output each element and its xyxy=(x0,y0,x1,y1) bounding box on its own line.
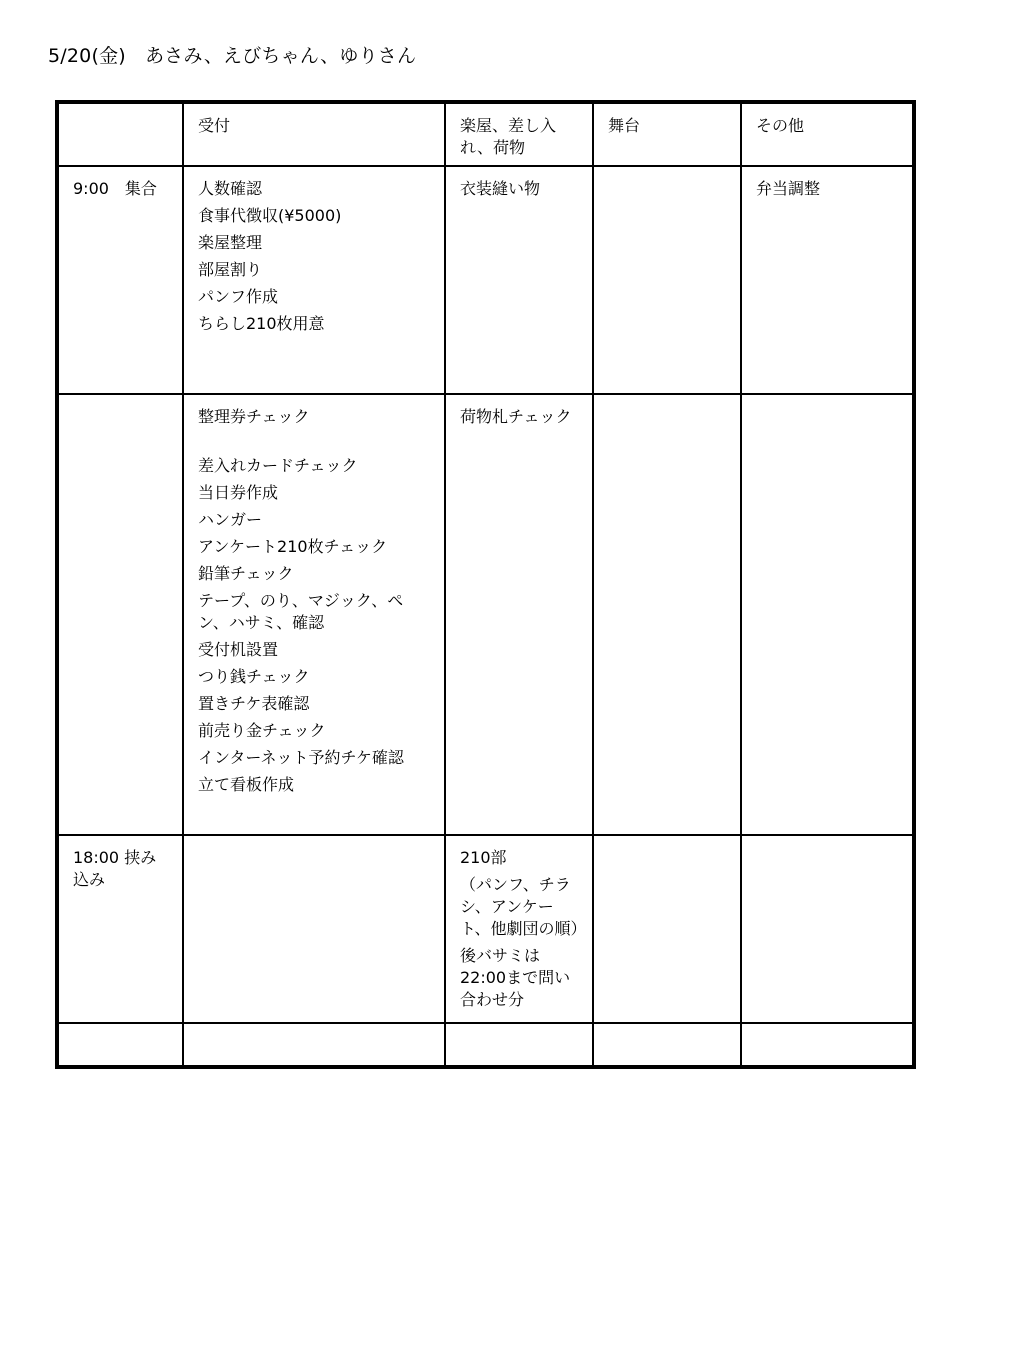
other-cell xyxy=(741,166,914,394)
blank-line xyxy=(198,433,432,455)
page-heading: 5/20(金) あさみ、えびちゃん、ゆりさん xyxy=(48,45,417,67)
task-item: 部屋割り xyxy=(198,260,263,279)
other-cell xyxy=(741,394,914,835)
task-item: 人数確認 xyxy=(198,179,263,198)
header-reception: 受付 xyxy=(183,102,445,166)
task-item: ハンガー xyxy=(198,510,263,529)
table-row xyxy=(57,1023,914,1067)
task-item: 整理券チェック xyxy=(198,407,310,426)
header-time xyxy=(57,102,183,166)
task-item: 立て看板作成 xyxy=(198,775,295,794)
table-row xyxy=(57,166,914,394)
task-item: 差入れカードチェック xyxy=(198,456,358,475)
header-backstage: 楽屋、差し入れ、荷物 xyxy=(445,102,593,166)
task-item: 荷物札チェック xyxy=(460,407,572,426)
task-item: ちらし210枚用意 xyxy=(198,314,325,333)
backstage-cell xyxy=(445,835,593,1023)
stage-cell xyxy=(593,1023,741,1067)
task-item: （パンフ、チラシ、アンケート、他劇団の順） xyxy=(460,875,587,938)
reception-cell xyxy=(183,835,445,1023)
time-label: 9:00 集合 xyxy=(73,179,157,198)
task-item: 衣装縫い物 xyxy=(460,179,541,198)
time-cell xyxy=(57,1023,183,1067)
reception-cell xyxy=(183,1023,445,1067)
reception-cell xyxy=(183,166,445,394)
header-stage: 舞台 xyxy=(593,102,741,166)
task-item: 後バサミは22:00まで問い合わせ分 xyxy=(460,946,571,1009)
header-other: その他 xyxy=(741,102,914,166)
other-cell xyxy=(741,1023,914,1067)
header-row xyxy=(57,102,914,166)
other-cell xyxy=(741,835,914,1023)
backstage-cell xyxy=(445,166,593,394)
table-row xyxy=(57,394,914,835)
task-item: 鉛筆チェック xyxy=(198,564,294,583)
task-item: 当日券作成 xyxy=(198,483,279,502)
task-item: インターネット予約チケ確認 xyxy=(198,748,404,767)
time-cell xyxy=(57,394,183,835)
task-item: 前売り金チェック xyxy=(198,721,326,740)
task-item: 210部 xyxy=(460,848,507,867)
task-item: 受付机設置 xyxy=(198,640,279,659)
time-label: 18:00 挟み込み xyxy=(73,848,157,889)
backstage-cell xyxy=(445,1023,593,1067)
task-item: テープ、のり、マジック、ペン、ハサミ、確認 xyxy=(198,591,404,632)
task-item: 楽屋整理 xyxy=(198,233,263,252)
schedule-table xyxy=(55,100,916,1069)
stage-cell xyxy=(593,835,741,1023)
stage-cell xyxy=(593,166,741,394)
task-item: 置きチケ表確認 xyxy=(198,694,310,713)
time-cell xyxy=(57,166,183,394)
stage-cell xyxy=(593,394,741,835)
time-cell xyxy=(57,835,183,1023)
backstage-cell xyxy=(445,394,593,835)
task-item: アンケート210枚チェック xyxy=(198,537,388,556)
task-item: 食事代徴収(¥5000) xyxy=(198,206,342,225)
table-row xyxy=(57,835,914,1023)
task-item: つり銭チェック xyxy=(198,667,310,686)
reception-cell xyxy=(183,394,445,835)
task-item: 弁当調整 xyxy=(756,179,821,198)
task-item: パンフ作成 xyxy=(198,287,279,306)
